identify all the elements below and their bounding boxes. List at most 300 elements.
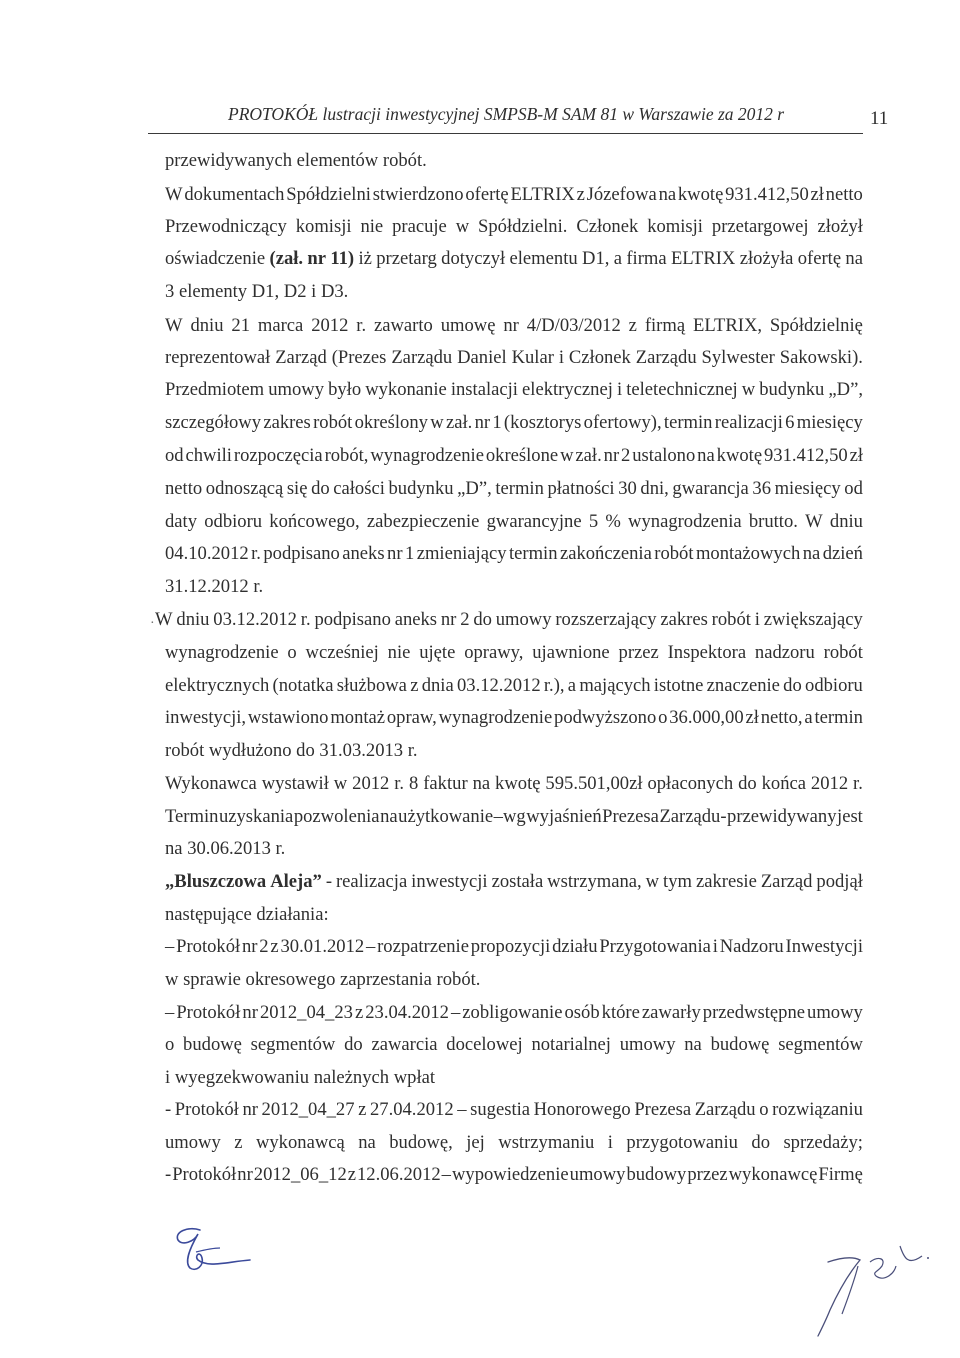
word: komisji	[295, 216, 352, 237]
word: z	[628, 315, 637, 336]
text-line	[165, 677, 863, 696]
bold-word: „Bluszczowa	[165, 871, 267, 892]
word: brutto.	[748, 511, 798, 532]
word: Zarządu	[635, 347, 697, 368]
word: i	[558, 347, 564, 368]
word: 2	[621, 445, 631, 466]
word: o	[165, 1034, 175, 1055]
word: (notatka	[272, 675, 334, 696]
word: 2012_06_12	[253, 1164, 347, 1185]
word: zawarły	[641, 1002, 701, 1023]
word: Wykonawca	[165, 773, 257, 794]
word: wyjaśnień	[526, 806, 602, 827]
word: dnia	[421, 675, 454, 696]
word: 2012	[352, 773, 390, 794]
word: umowy	[165, 1132, 221, 1153]
text-line	[165, 186, 863, 205]
word: 36.000,00	[669, 707, 744, 728]
word: termin	[663, 412, 713, 433]
word: ofertowy),	[583, 412, 662, 433]
word: przetargowej	[711, 216, 809, 237]
initials-signature-right	[800, 1232, 940, 1342]
word: umowę	[440, 315, 496, 336]
word: marca	[257, 315, 304, 336]
word: a	[804, 707, 813, 728]
word: dzień	[822, 543, 863, 564]
word: budynku	[759, 379, 825, 400]
header-rule	[148, 133, 863, 134]
word: 03.12.2012	[456, 675, 541, 696]
word: D1,	[582, 248, 610, 269]
word: przedwstępne	[702, 1002, 806, 1023]
word: Protokół	[172, 1164, 237, 1185]
word: umowy	[569, 1164, 626, 1185]
word: iż	[358, 248, 372, 269]
word: 2012_04_27	[261, 1099, 355, 1120]
word: umowy	[619, 1034, 676, 1055]
word: instalacji	[450, 379, 518, 400]
word: Przygotowania	[599, 936, 711, 957]
word: kwotę	[677, 184, 724, 205]
word: gwarancyjne	[486, 511, 582, 532]
word: (kosztorys	[503, 412, 582, 433]
page-number: 11	[870, 108, 889, 129]
word: r.	[853, 773, 863, 794]
word: na	[658, 184, 677, 205]
word: końca	[761, 773, 806, 794]
word: podjął	[816, 871, 863, 892]
word: podwyższono	[554, 707, 657, 728]
word: Zarządu	[694, 1099, 756, 1120]
word: zakresie	[695, 871, 757, 892]
text-line: przewidywanych elementów robót.	[165, 150, 427, 171]
word: rozwiązaniu	[772, 1099, 863, 1120]
word: W	[165, 184, 183, 205]
word: zawarcia	[371, 1034, 438, 1055]
word: przygotowaniu	[626, 1132, 738, 1153]
text-line	[165, 709, 863, 728]
text-line: w sprawie okresowego zaprzestania robót.	[165, 969, 481, 990]
word: miesięcy	[774, 478, 841, 499]
word: wynagrodzenie	[370, 445, 484, 466]
word: z	[234, 1132, 243, 1153]
word: przez	[618, 642, 659, 663]
word: uzyskania	[218, 806, 294, 827]
text-line: i wyegzekwowaniu należnych wpłat	[165, 1067, 436, 1088]
word: Spółdzielnię	[769, 315, 863, 336]
word: elementu	[509, 248, 578, 269]
text-line	[165, 1004, 863, 1023]
word: robót,	[324, 445, 369, 466]
word: mających	[579, 675, 651, 696]
word: pozwolenia	[293, 806, 380, 827]
word: od	[165, 445, 184, 466]
word: zał.	[575, 445, 602, 466]
text-line	[165, 317, 863, 336]
word: Protokół	[174, 1099, 239, 1120]
word: Przewodniczący	[165, 216, 287, 237]
word: umowy	[807, 1002, 863, 1023]
word: inwestycji	[411, 871, 488, 892]
word: W	[165, 315, 183, 336]
word: Daniel	[457, 347, 507, 368]
word: 2012_04_23	[259, 1002, 353, 1023]
text-line: robót wydłużono do 31.03.2013 r.	[165, 740, 418, 761]
word: nr	[241, 936, 258, 957]
word: nie	[360, 216, 384, 237]
word: wypowiedzenie	[451, 1164, 569, 1185]
word: kwotę	[716, 445, 763, 466]
word: nr	[503, 315, 519, 336]
word: z	[576, 184, 585, 205]
word: podpisano	[314, 609, 391, 630]
word: nr	[440, 609, 457, 630]
text-line: następujące działania:	[165, 904, 329, 925]
word: Zarząd	[275, 347, 327, 368]
word: 2012	[311, 315, 349, 336]
word: dniu	[829, 511, 863, 532]
word: -	[165, 1099, 172, 1120]
word: Zarządu	[391, 347, 453, 368]
word: Inwestycji	[785, 936, 863, 957]
word: chwili	[185, 445, 232, 466]
word: a	[613, 248, 622, 269]
word: nie	[387, 642, 411, 663]
word: 931.412,50	[764, 445, 848, 466]
word: ustalono	[632, 445, 696, 466]
word: odbioru	[805, 675, 863, 696]
word: w	[430, 412, 444, 433]
text-line	[165, 349, 863, 368]
word: służbowa	[336, 675, 407, 696]
word: i	[754, 609, 760, 630]
word: 21	[231, 315, 250, 336]
word: 03.12.2012	[213, 609, 297, 630]
word: dniu	[190, 315, 224, 336]
bold-word: Aleja”	[270, 871, 322, 892]
word: jej	[466, 1132, 485, 1153]
text-line	[165, 808, 863, 827]
word: propozycji	[470, 936, 551, 957]
word: stwierdzono	[372, 184, 464, 205]
word: zwiększający	[763, 609, 863, 630]
word: przewidywany	[727, 806, 837, 827]
word: nr	[474, 412, 491, 433]
word: złożył	[817, 216, 863, 237]
word: do	[738, 773, 757, 794]
word: wykonawcą	[255, 1132, 345, 1153]
word: „D”,	[457, 478, 492, 499]
text-line	[165, 513, 863, 532]
word: określony	[354, 412, 428, 433]
word: a	[567, 675, 577, 696]
word: elektrycznych	[165, 675, 270, 696]
word: realizacji	[714, 412, 783, 433]
word: i	[712, 936, 718, 957]
word: realizacja	[335, 871, 408, 892]
word: o	[759, 1099, 769, 1120]
word: nadzoru	[754, 642, 815, 663]
word: firma	[626, 248, 667, 269]
word: robót	[711, 609, 751, 630]
word: robót	[823, 642, 863, 663]
text-line	[165, 250, 863, 269]
word: budynku	[388, 478, 454, 499]
word: znaczenie	[706, 675, 780, 696]
word: z	[347, 1164, 356, 1185]
word: zmieniający	[416, 543, 507, 564]
word: gwarancja	[672, 478, 749, 499]
word: oprawy,	[464, 642, 524, 663]
word: ujęte	[419, 642, 456, 663]
text-line	[165, 447, 863, 466]
word: reprezentował	[165, 347, 271, 368]
word: Inspektora	[667, 642, 747, 663]
word: 2012	[810, 773, 849, 794]
text-line	[165, 1166, 863, 1185]
word: Termin	[165, 806, 219, 827]
word: ujawnione	[532, 642, 610, 663]
word: w	[560, 445, 574, 466]
word: netto	[165, 478, 203, 499]
word: Honorowego	[533, 1099, 631, 1120]
text-line	[165, 938, 863, 957]
word: ELTRIX	[670, 248, 736, 269]
word: segmentów	[250, 1034, 336, 1055]
word: ofertę	[797, 248, 842, 269]
word: nr	[242, 1002, 258, 1023]
word: na	[845, 248, 863, 269]
word: zł	[849, 445, 863, 466]
word: Członek	[576, 216, 639, 237]
word: całości	[333, 478, 385, 499]
text-line: 3 elementy D1, D2 i D3.	[165, 281, 349, 302]
word: do	[311, 478, 330, 499]
text-line	[165, 644, 863, 663]
word: Zarządu-	[659, 806, 727, 827]
word: jest	[837, 806, 863, 827]
bold-word: 11)	[330, 248, 355, 269]
word: i	[607, 1132, 613, 1153]
text-line	[155, 611, 863, 630]
word: termin	[495, 478, 544, 499]
word: na	[697, 445, 715, 466]
word: rozpatrzenie	[377, 936, 469, 957]
word: netto	[825, 184, 863, 205]
word: -	[325, 871, 333, 892]
word: –	[457, 1099, 467, 1120]
word: –	[441, 1164, 451, 1185]
word: szczegółowy	[165, 412, 262, 433]
word: zobligowanie	[462, 1002, 563, 1023]
word: zawarto	[374, 315, 433, 336]
word: nr	[237, 1164, 253, 1185]
word: wcześniej	[305, 642, 379, 663]
word: zł	[810, 184, 824, 205]
word: 12.06.2012	[357, 1164, 441, 1185]
word: Spółdzielni.	[478, 216, 568, 237]
word: wynagrodzenie	[438, 707, 553, 728]
word: Spółdzielni	[286, 184, 371, 205]
word: Protokół	[176, 1002, 241, 1023]
word: ELTRIX	[510, 184, 575, 205]
word: budowę	[183, 1034, 242, 1055]
word: budowy	[626, 1164, 687, 1185]
word: 30	[618, 478, 637, 499]
word: komisji	[647, 216, 703, 237]
word: docelowej	[446, 1034, 523, 1055]
word: robót	[654, 543, 694, 564]
word: r.	[251, 543, 261, 564]
word: wystawił	[261, 773, 329, 794]
word: robót	[313, 412, 353, 433]
word: wynagrodzenia	[628, 511, 742, 532]
word: z	[358, 1099, 367, 1120]
word: wykonawcę	[728, 1164, 818, 1185]
word: umowy	[268, 379, 324, 400]
text-line	[165, 480, 863, 499]
word: 595.501,00zł	[545, 773, 643, 794]
word: -	[165, 1164, 172, 1185]
word: budowę	[710, 1034, 770, 1055]
word: Kular	[511, 347, 554, 368]
page-header-title: PROTOKÓŁ lustracji inwestycyjnej SMPSB-M SAM 81 w Warszawie za 2012 r	[228, 104, 785, 124]
text-line: 31.12.2012 r.	[165, 576, 264, 597]
word: wstawiono	[247, 707, 329, 728]
word: do	[751, 1132, 770, 1153]
word: ofertę	[465, 184, 509, 205]
word: Przedmiotem	[165, 379, 265, 400]
word: Józefowa	[586, 184, 657, 205]
word: miesięcy	[796, 412, 863, 433]
word: podpisano	[263, 543, 340, 564]
word: aneks	[394, 609, 438, 630]
word: 1	[404, 543, 415, 564]
word: wykonanie	[365, 379, 447, 400]
initials-signature-left	[160, 1222, 270, 1292]
word: dotyczył	[441, 248, 506, 269]
word: –	[165, 1002, 175, 1023]
word: do	[783, 675, 802, 696]
text-line	[165, 873, 863, 892]
word: się	[286, 478, 308, 499]
word: %	[605, 511, 621, 532]
word: w	[645, 871, 660, 892]
word: rozszerzający	[555, 609, 657, 630]
bold-word: (zał.	[269, 248, 304, 269]
text-line	[165, 381, 863, 400]
word: dni,	[640, 478, 669, 499]
word: w	[333, 773, 348, 794]
word: było	[328, 379, 362, 400]
word: termin	[814, 707, 863, 728]
word: W	[805, 511, 823, 532]
word: faktur	[423, 773, 468, 794]
word: Sakowski).	[779, 347, 863, 368]
word: opłaconych	[647, 773, 734, 794]
word: aneks	[342, 543, 385, 564]
text-line	[165, 775, 863, 794]
word: zał.	[445, 412, 473, 433]
word: W	[155, 609, 173, 630]
word: wstrzymana,	[547, 871, 642, 892]
word: i	[616, 379, 623, 400]
word: płatności	[547, 478, 615, 499]
word: zakres	[660, 609, 708, 630]
word: działu	[552, 936, 598, 957]
word: netto,	[760, 707, 803, 728]
word: nr	[603, 445, 620, 466]
word: r.	[356, 315, 367, 336]
word: ELTRIX,	[692, 315, 763, 336]
word: r.	[394, 773, 405, 794]
word: w	[741, 379, 756, 400]
word: rozpoczęcia	[233, 445, 323, 466]
word: umowy	[495, 609, 552, 630]
word: na	[380, 806, 398, 827]
word: 2	[259, 936, 269, 957]
word: do	[344, 1034, 363, 1055]
word: 931.412,50	[725, 184, 809, 205]
text-line	[165, 1101, 863, 1120]
word: na	[684, 1034, 702, 1055]
word: 30.01.2012	[280, 936, 365, 957]
word: istotne	[653, 675, 704, 696]
word: 2	[460, 609, 470, 630]
word: osób	[564, 1002, 600, 1023]
word: opraw,	[386, 707, 437, 728]
word: Prezesa	[602, 806, 659, 827]
word: tym	[663, 871, 692, 892]
word: Sylwester	[701, 347, 775, 368]
word: „D”,	[828, 379, 863, 400]
word: notarialnej	[531, 1034, 611, 1055]
word: na	[472, 773, 491, 794]
word: segmentów	[778, 1034, 863, 1055]
word: sugestia	[470, 1099, 531, 1120]
word: –	[165, 936, 175, 957]
word: dniu	[176, 609, 210, 630]
word: nr	[387, 543, 403, 564]
word: z	[270, 936, 279, 957]
word: pracuje	[392, 216, 447, 237]
word: budowę,	[389, 1132, 453, 1153]
word: –	[365, 936, 376, 957]
word: wstrzymaniu	[498, 1132, 595, 1153]
word: termin	[508, 543, 558, 564]
word: Członek	[568, 347, 631, 368]
word: Protokół	[176, 936, 241, 957]
word: 1	[492, 412, 502, 433]
word: montażowych	[695, 543, 801, 564]
text-line: na 30.06.2013 r.	[165, 838, 286, 859]
word: odbioru	[204, 511, 263, 532]
word: Zarząd	[760, 871, 813, 892]
word: określone	[485, 445, 559, 466]
word: inwestycji,	[165, 707, 247, 728]
word: z	[410, 675, 419, 696]
word: 8	[409, 773, 419, 794]
text-line	[165, 1134, 863, 1153]
word: o	[287, 642, 297, 663]
word: zakończenia	[559, 543, 652, 564]
word: z	[354, 1002, 364, 1023]
word: zakres	[263, 412, 311, 433]
word: teletechnicznej	[626, 379, 738, 400]
word: użytkowanie	[398, 806, 494, 827]
text-line	[165, 218, 863, 237]
word: Prezesa	[634, 1099, 692, 1120]
